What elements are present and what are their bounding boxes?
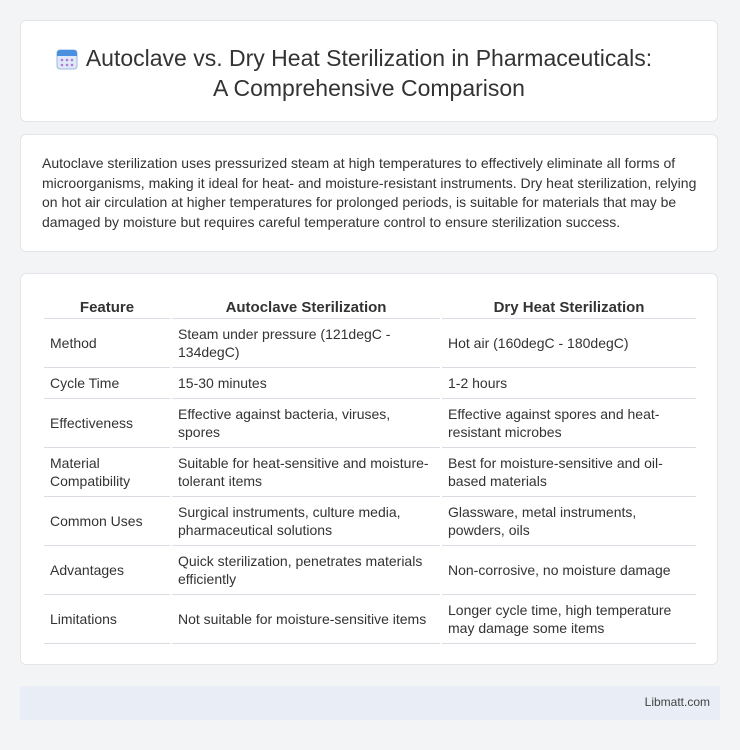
cell-feature: Advantages — [44, 546, 170, 595]
cell-autoclave: 15-30 minutes — [172, 368, 440, 399]
header-dry-heat: Dry Heat Sterilization — [442, 296, 696, 319]
cell-autoclave: Not suitable for moisture-sensitive items — [172, 595, 440, 644]
cell-autoclave: Quick sterilization, penetrates materials efficiently — [172, 546, 440, 595]
cell-dry-heat: Longer cycle time, high temperature may damage some items — [442, 595, 696, 644]
title-line-2: A Comprehensive Comparison — [213, 75, 525, 101]
table-row — [44, 546, 696, 595]
cell-dry-heat: Effective against spores and heat-resistant microbes — [442, 399, 696, 448]
summary-text: Autoclave sterilization uses pressurized steam at high temperatures to effectively eliminate all forms of microorganisms, making it ideal for heat- and moisture-resistant instruments. Dry heat sterilization, relying on hot air circulation at higher temperatures for prolonged periods, is suitable for materials that may be damaged by moisture but requires careful temperature control to ensure sterilization success. — [42, 155, 697, 230]
cell-autoclave: Steam under pressure (121degC - 134degC) — [172, 319, 440, 368]
summary-card — [20, 134, 718, 252]
cell-autoclave: Effective against bacteria, viruses, spores — [172, 399, 440, 448]
cell-feature: Limitations — [44, 595, 170, 644]
table-row — [44, 368, 696, 399]
cell-feature: Cycle Time — [44, 368, 170, 399]
cell-dry-heat: 1-2 hours — [442, 368, 696, 399]
cell-dry-heat: Best for moisture-sensitive and oil-based materials — [442, 448, 696, 497]
page-title — [21, 43, 717, 103]
header-feature: Feature — [44, 296, 170, 319]
cell-feature: Common Uses — [44, 497, 170, 546]
cell-feature: Effectiveness — [44, 399, 170, 448]
cell-dry-heat: Glassware, metal instruments, powders, oils — [442, 497, 696, 546]
comparison-table — [42, 296, 698, 644]
title-line-1: Autoclave vs. Dry Heat Sterilization in Pharmaceuticals: — [85, 45, 653, 71]
table-header-row — [44, 296, 696, 319]
cell-dry-heat: Hot air (160degC - 180degC) — [442, 319, 696, 368]
table-row — [44, 595, 696, 644]
cell-feature: Material Compatibility — [44, 448, 170, 497]
cell-autoclave: Suitable for heat-sensitive and moisture-tolerant items — [172, 448, 440, 497]
table-row — [44, 319, 696, 368]
footer-site-link[interactable]: Libmatt.com — [644, 695, 710, 709]
footer-bar — [20, 686, 720, 720]
cell-feature: Method — [44, 319, 170, 368]
cell-dry-heat: Non-corrosive, no moisture damage — [442, 546, 696, 595]
table-row — [44, 448, 696, 497]
comparison-card — [20, 273, 718, 665]
cell-autoclave: Surgical instruments, culture media, pharmaceutical solutions — [172, 497, 440, 546]
table-row — [44, 497, 696, 546]
header-autoclave: Autoclave Sterilization — [172, 296, 440, 319]
table-row — [44, 399, 696, 448]
title-card — [20, 20, 718, 122]
